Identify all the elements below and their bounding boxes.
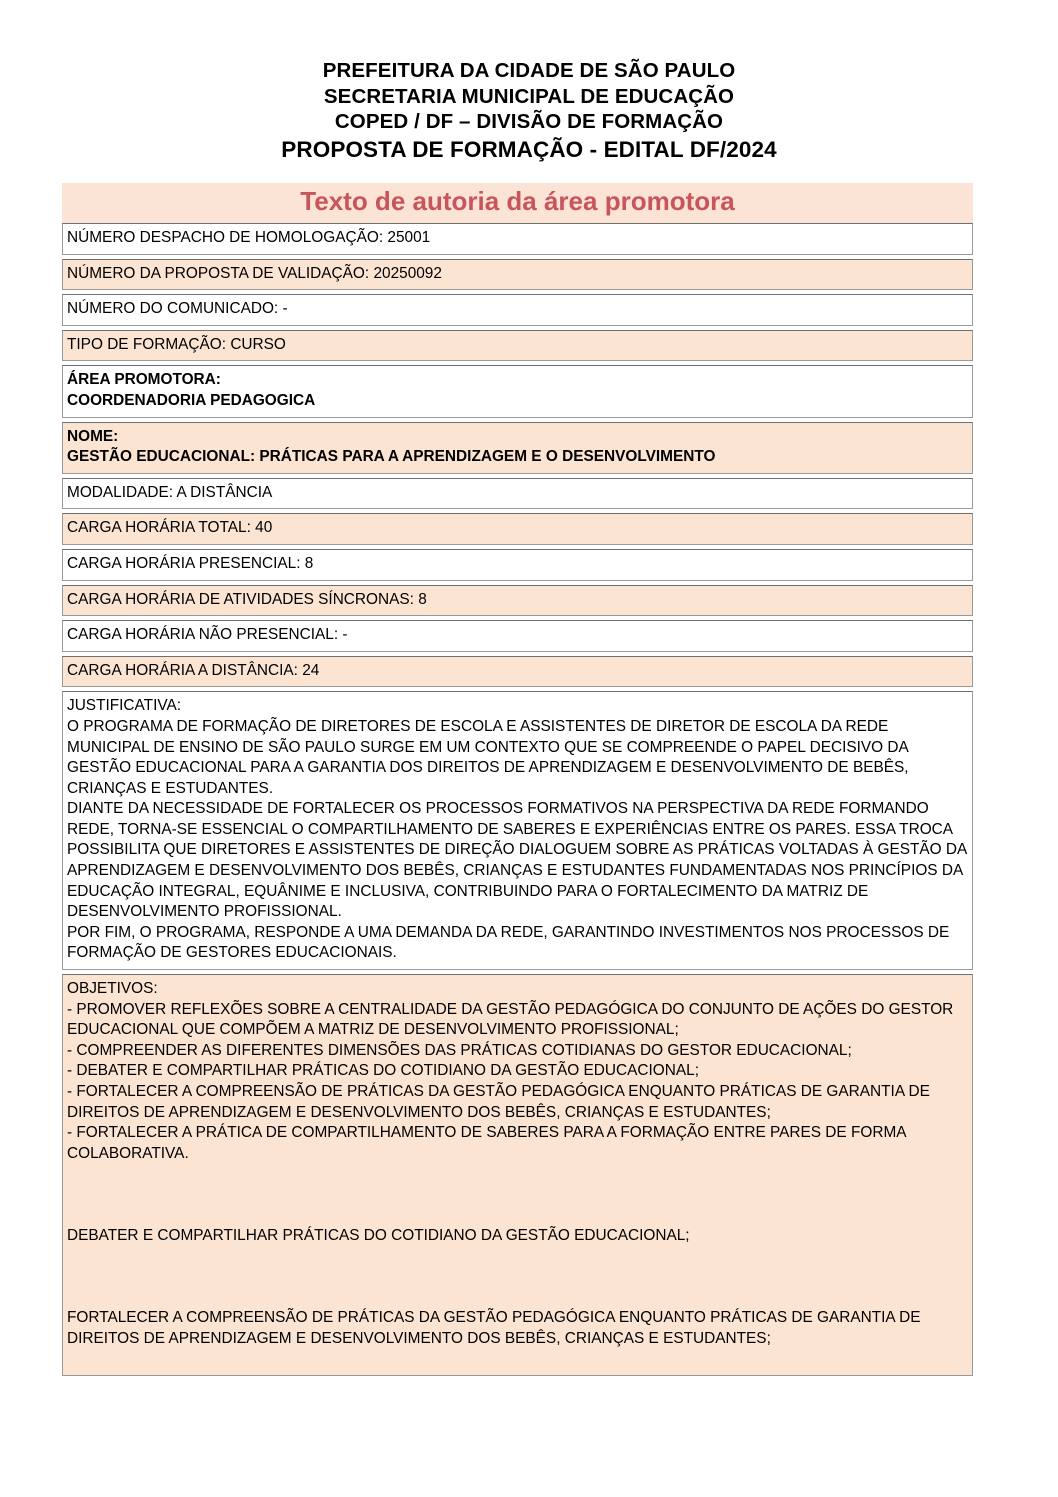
table-row bbox=[62, 656, 973, 688]
table-row bbox=[62, 620, 973, 652]
row-justificativa bbox=[62, 691, 973, 970]
table-row bbox=[62, 585, 973, 617]
document-header bbox=[0, 0, 1058, 164]
row-numero-despacho: NÚMERO DESPACHO DE HOMOLOGAÇÃO: 25001 bbox=[62, 223, 973, 255]
row-carga-horaria-presencial: CARGA HORÁRIA PRESENCIAL: 8 bbox=[62, 549, 973, 581]
table-row bbox=[62, 513, 973, 545]
row-numero-proposta: NÚMERO DA PROPOSTA DE VALIDAÇÃO: 20250092 bbox=[62, 259, 973, 291]
proposta-form-table bbox=[62, 183, 973, 1376]
header-line-coped: COPED / DF – DIVISÃO DE FORMAÇÃO bbox=[334, 110, 724, 133]
blank-line bbox=[67, 1247, 972, 1288]
header-line-secretaria: SECRETARIA MUNICIPAL DE EDUCAÇÃO bbox=[323, 84, 735, 108]
table-row bbox=[62, 365, 973, 417]
table-row bbox=[62, 294, 973, 326]
objetivo-item: - PROMOVER REFLEXÕES SOBRE A CENTRALIDADE DA GESTÃO PEDAGÓGICA DO CONJUNTO DE AÇÕES DO GESTOR EDUCACIONAL QUE COMPÕEM A MATRIZ DE DESENVOLVIMENTO PROFISSIONAL; bbox=[67, 1000, 954, 1039]
area-promotora-label: ÁREA PROMOTORA: bbox=[67, 371, 221, 389]
row-carga-horaria-distancia: CARGA HORÁRIA A DISTÂNCIA: 24 bbox=[62, 656, 973, 688]
justificativa-paragraph: O PROGRAMA DE FORMAÇÃO DE DIRETORES DE ESCOLA E ASSISTENTES DE DIRETOR DE ESCOLA DA REDE MUNICIPAL DE ENSINO DE SÃO PAULO SURGE EM UM CONTEXTO QUE SE COMPREENDE O PAPEL DECISIVO DA GESTÃO EDUCACIONAL PARA A GARANTIA DOS DIREITOS DE APRENDIZAGEM E DESENVOLVIMENTO DE BEBÊS, CRIANÇAS E ESTUDANTES. bbox=[67, 717, 909, 797]
banner-row bbox=[62, 183, 973, 223]
nome-label: NOME: bbox=[67, 427, 119, 445]
objetivos-trailing-paragraph: FORTALECER A COMPREENSÃO DE PRÁTICAS DA GESTÃO PEDAGÓGICA ENQUANTO PRÁTICAS DE GARANTIA DE DIREITOS DE APRENDIZAGEM E DESENVOLVIMENTO DOS BEBÊS, CRIANÇAS E ESTUDANTES; bbox=[67, 1309, 921, 1347]
objetivo-item: - FORTALECER A PRÁTICA DE COMPARTILHAMENTO DE SABERES PARA A FORMAÇÃO ENTRE PARES DE FORMA COLABORATIVA. bbox=[67, 1124, 906, 1162]
objetivos-trailing-paragraph: DEBATER E COMPARTILHAR PRÁTICAS DO COTIDIANO DA GESTÃO EDUCACIONAL; bbox=[67, 1226, 690, 1244]
row-area-promotora bbox=[62, 365, 973, 417]
blank-line bbox=[67, 1349, 972, 1370]
table-row bbox=[62, 259, 973, 291]
blank-line bbox=[67, 1288, 972, 1309]
objetivo-item: - FORTALECER A COMPREENSÃO DE PRÁTICAS DA GESTÃO PEDAGÓGICA ENQUANTO PRÁTICAS DE GARANTIA DE DIREITOS DE APRENDIZAGEM E DESENVOLVIMENTO DOS BEBÊS, CRIANÇAS E ESTUDANTES; bbox=[67, 1083, 930, 1121]
blank-line bbox=[67, 1205, 972, 1226]
table-row bbox=[62, 691, 973, 970]
banner-title: Texto de autoria da área promotora bbox=[300, 186, 735, 216]
header-line-prefeitura: PREFEITURA DA CIDADE DE SÃO PAULO bbox=[322, 59, 736, 82]
row-carga-horaria-nao-presencial: CARGA HORÁRIA NÃO PRESENCIAL: - bbox=[62, 620, 973, 652]
row-modalidade: MODALIDADE: A DISTÂNCIA bbox=[62, 478, 973, 510]
row-objetivos bbox=[62, 974, 973, 1376]
row-numero-comunicado: NÚMERO DO COMUNICADO: - bbox=[62, 294, 973, 326]
objetivo-item: - DEBATER E COMPARTILHAR PRÁTICAS DO COTIDIANO DA GESTÃO EDUCACIONAL; bbox=[67, 1062, 699, 1080]
row-carga-horaria-sincronas: CARGA HORÁRIA DE ATIVIDADES SÍNCRONAS: 8 bbox=[62, 585, 973, 617]
table-row bbox=[62, 549, 973, 581]
table-row bbox=[62, 974, 973, 1376]
nome-value: GESTÃO EDUCACIONAL: PRÁTICAS PARA A APRENDIZAGEM E O DESENVOLVIMENTO bbox=[67, 448, 716, 466]
header-line-proposta: PROPOSTA DE FORMAÇÃO - EDITAL DF/2024 bbox=[281, 136, 777, 162]
objetivo-item: - COMPREENDER AS DIFERENTES DIMENSÕES DAS PRÁTICAS COTIDIANAS DO GESTOR EDUCACIONAL; bbox=[67, 1041, 852, 1059]
objetivos-label: OBJETIVOS: bbox=[67, 980, 158, 998]
justificativa-paragraph: POR FIM, O PROGRAMA, RESPONDE A UMA DEMANDA DA REDE, GARANTINDO INVESTIMENTOS NOS PROCESSOS DE FORMAÇÃO DE GESTORES EDUCACIONAIS. bbox=[67, 923, 950, 962]
justificativa-label: JUSTIFICATIVA: bbox=[67, 697, 182, 715]
row-nome bbox=[62, 422, 973, 474]
banner-cell bbox=[62, 183, 973, 223]
row-tipo-formacao: TIPO DE FORMAÇÃO: CURSO bbox=[62, 330, 973, 362]
area-promotora-value: COORDENADORIA PEDAGOGICA bbox=[67, 391, 316, 409]
table-row bbox=[62, 330, 973, 362]
table-row bbox=[62, 223, 973, 255]
table-row bbox=[62, 478, 973, 510]
blank-line bbox=[67, 1164, 972, 1205]
row-carga-horaria-total: CARGA HORÁRIA TOTAL: 40 bbox=[62, 513, 973, 545]
justificativa-paragraph: DIANTE DA NECESSIDADE DE FORTALECER OS PROCESSOS FORMATIVOS NA PERSPECTIVA DA REDE FORMANDO REDE, TORNA-SE ESSENCIAL O COMPARTILHAMENTO DE SABERES E EXPERIÊNCIAS ENTRE OS PARES. ESSA TROCA POSSIBILITA QUE DIRETORES E ASSISTENTES DE DIREÇÃO DIALOGUEM SOBRE AS PRÁTICAS VOLTADAS À GESTÃO DA APRENDIZAGEM E DESENVOLVIMENTO DOS BEBÊS, CRIANÇAS E ESTUDANTES FUNDAMENTADAS NOS PRINCÍPIOS DA EDUCAÇÃO INTEGRAL, EQUÂNIME E INCLUSIVA, CONTRIBUINDO PARA O FORTALECIMENTO DA MATRIZ DE DESENVOLVIMENTO PROFISSIONAL. bbox=[67, 800, 967, 921]
table-row bbox=[62, 422, 973, 474]
